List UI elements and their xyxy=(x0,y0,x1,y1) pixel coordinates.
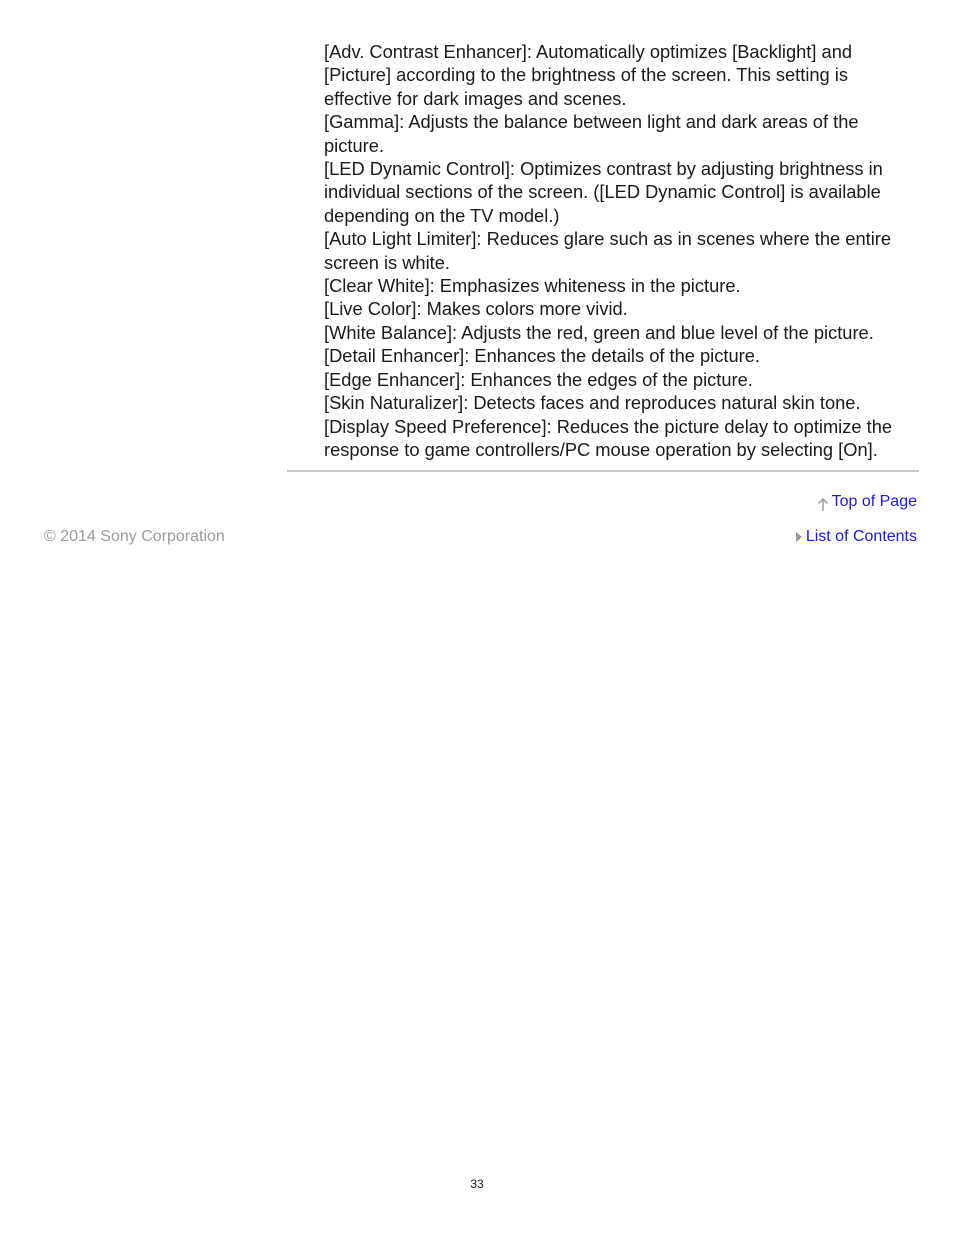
top-of-page-link[interactable] xyxy=(817,493,917,511)
setting-line: [Skin Naturalizer]: Detects faces and reproduces natural skin tone. xyxy=(324,392,861,414)
section-divider xyxy=(287,470,919,472)
setting-line: [Auto Light Limiter]: Reduces glare such as in scenes where the entire xyxy=(324,228,892,250)
triangle-right-icon xyxy=(796,532,802,542)
setting-line: [Gamma]: Adjusts the balance between light and dark areas of the xyxy=(324,111,859,133)
setting-line: response to game controllers/PC mouse operation by selecting [On]. xyxy=(324,438,878,460)
settings-description xyxy=(324,40,914,461)
setting-line: depending on the TV model.) xyxy=(324,204,560,226)
setting-line: [LED Dynamic Control]: Optimizes contrast by adjusting brightness in xyxy=(324,158,883,180)
list-of-contents-label: List of Contents xyxy=(805,528,917,545)
arrow-up-icon xyxy=(817,497,829,511)
top-of-page-label: Top of Page xyxy=(831,493,917,510)
setting-line: effective for dark images and scenes. xyxy=(324,87,627,109)
setting-line: [Picture] according to the brightness of the screen. This setting is xyxy=(324,64,848,86)
setting-line: [Clear White]: Emphasizes whiteness in the picture. xyxy=(324,275,741,297)
list-of-contents-link[interactable] xyxy=(796,528,917,546)
setting-line: picture. xyxy=(324,134,384,156)
setting-line: [Display Speed Preference]: Reduces the picture delay to optimize the xyxy=(324,415,893,437)
setting-line: [Live Color]: Makes colors more vivid. xyxy=(324,298,628,320)
setting-line: screen is white. xyxy=(324,251,450,273)
page-number: 33 xyxy=(470,1177,484,1191)
copyright-text: © 2014 Sony Corporation xyxy=(44,528,225,545)
setting-line: individual sections of the screen. ([LED Dynamic Control] is available xyxy=(324,181,881,203)
setting-line: [Detail Enhancer]: Enhances the details of the picture. xyxy=(324,345,760,367)
setting-line: [White Balance]: Adjusts the red, green and blue level of the picture. xyxy=(324,321,874,343)
setting-line: [Adv. Contrast Enhancer]: Automatically optimizes [Backlight] and xyxy=(324,41,853,62)
setting-line: [Edge Enhancer]: Enhances the edges of the picture. xyxy=(324,368,753,390)
